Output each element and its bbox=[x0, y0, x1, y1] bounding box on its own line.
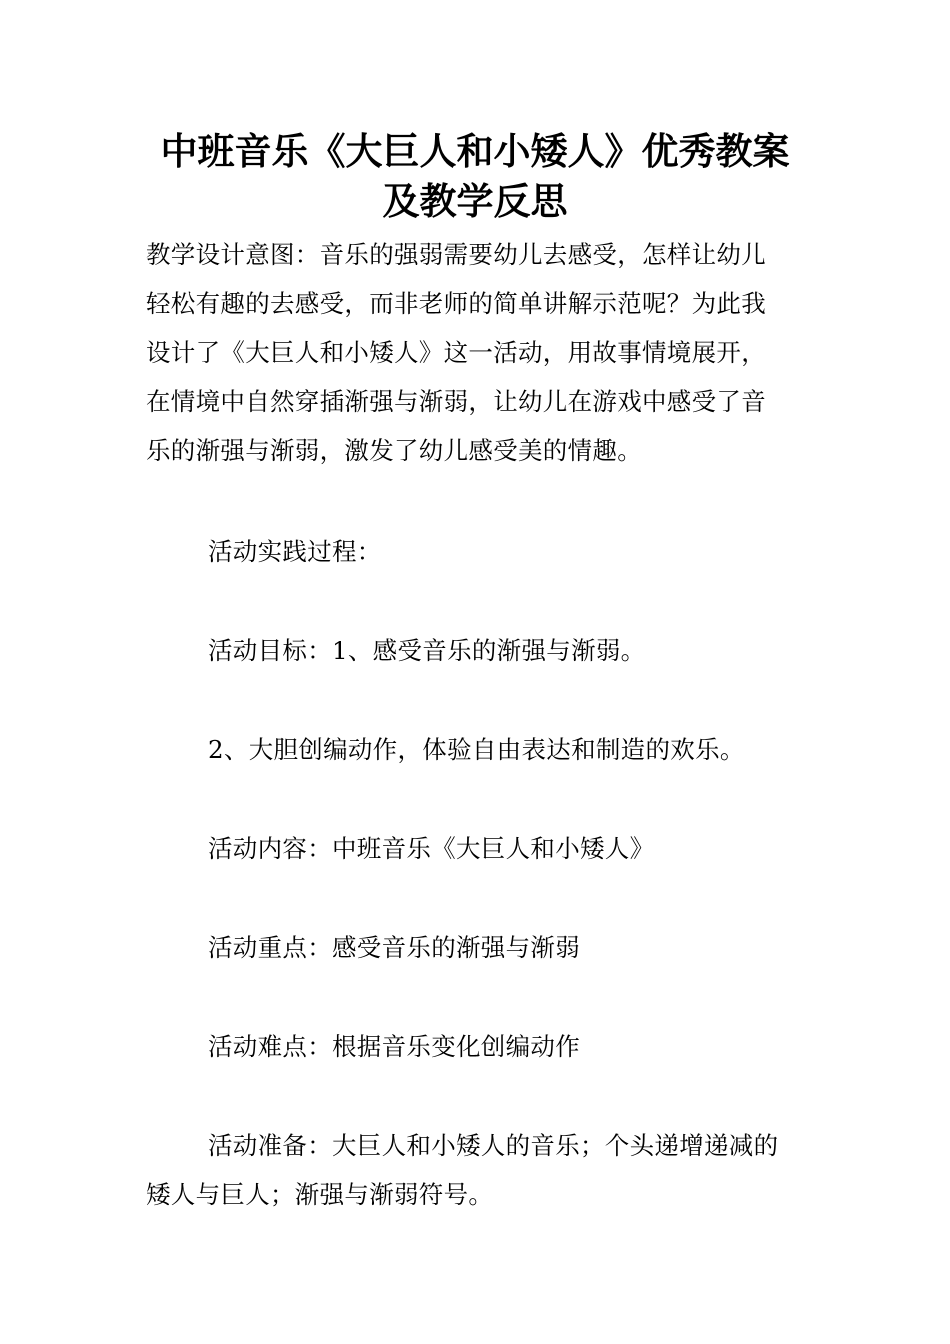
intro-line-1: 教学设计意图：音乐的强弱需要幼儿去感受，怎样让幼儿 bbox=[146, 240, 766, 269]
activity-difficult-point: 活动难点：根据音乐变化创编动作 bbox=[208, 1032, 580, 1061]
document-title-line-1: 中班音乐《大巨人和小矮人》优秀教案 bbox=[160, 130, 790, 173]
intro-line-5: 乐的渐强与渐弱，激发了幼儿感受美的情趣。 bbox=[146, 436, 642, 465]
intro-paragraph bbox=[146, 230, 816, 475]
activity-key-point: 活动重点：感受音乐的渐强与渐弱 bbox=[208, 933, 580, 962]
activity-goal-2: 2、大胆创编动作，体验自由表达和制造的欢乐。 bbox=[208, 735, 745, 764]
intro-line-3: 设计了《大巨人和小矮人》这一活动，用故事情境展开， bbox=[146, 338, 766, 367]
activity-goal-1: 活动目标：1、感受音乐的渐强与渐弱。 bbox=[208, 636, 646, 665]
practice-heading: 活动实践过程： bbox=[208, 537, 382, 566]
document-title-line-2: 及教学反思 bbox=[382, 180, 568, 223]
intro-line-4: 在情境中自然穿插渐强与渐弱，让幼儿在游戏中感受了音 bbox=[146, 387, 766, 416]
activity-preparation-line-2: 矮人与巨人；渐强与渐弱符号。 bbox=[146, 1180, 494, 1209]
activity-content: 活动内容：中班音乐《大巨人和小矮人》 bbox=[208, 834, 655, 863]
intro-line-2: 轻松有趣的去感受，而非老师的简单讲解示范呢？为此我 bbox=[146, 289, 766, 318]
activity-preparation-line-1: 活动准备：大巨人和小矮人的音乐；个头递增递减的 bbox=[208, 1131, 779, 1160]
